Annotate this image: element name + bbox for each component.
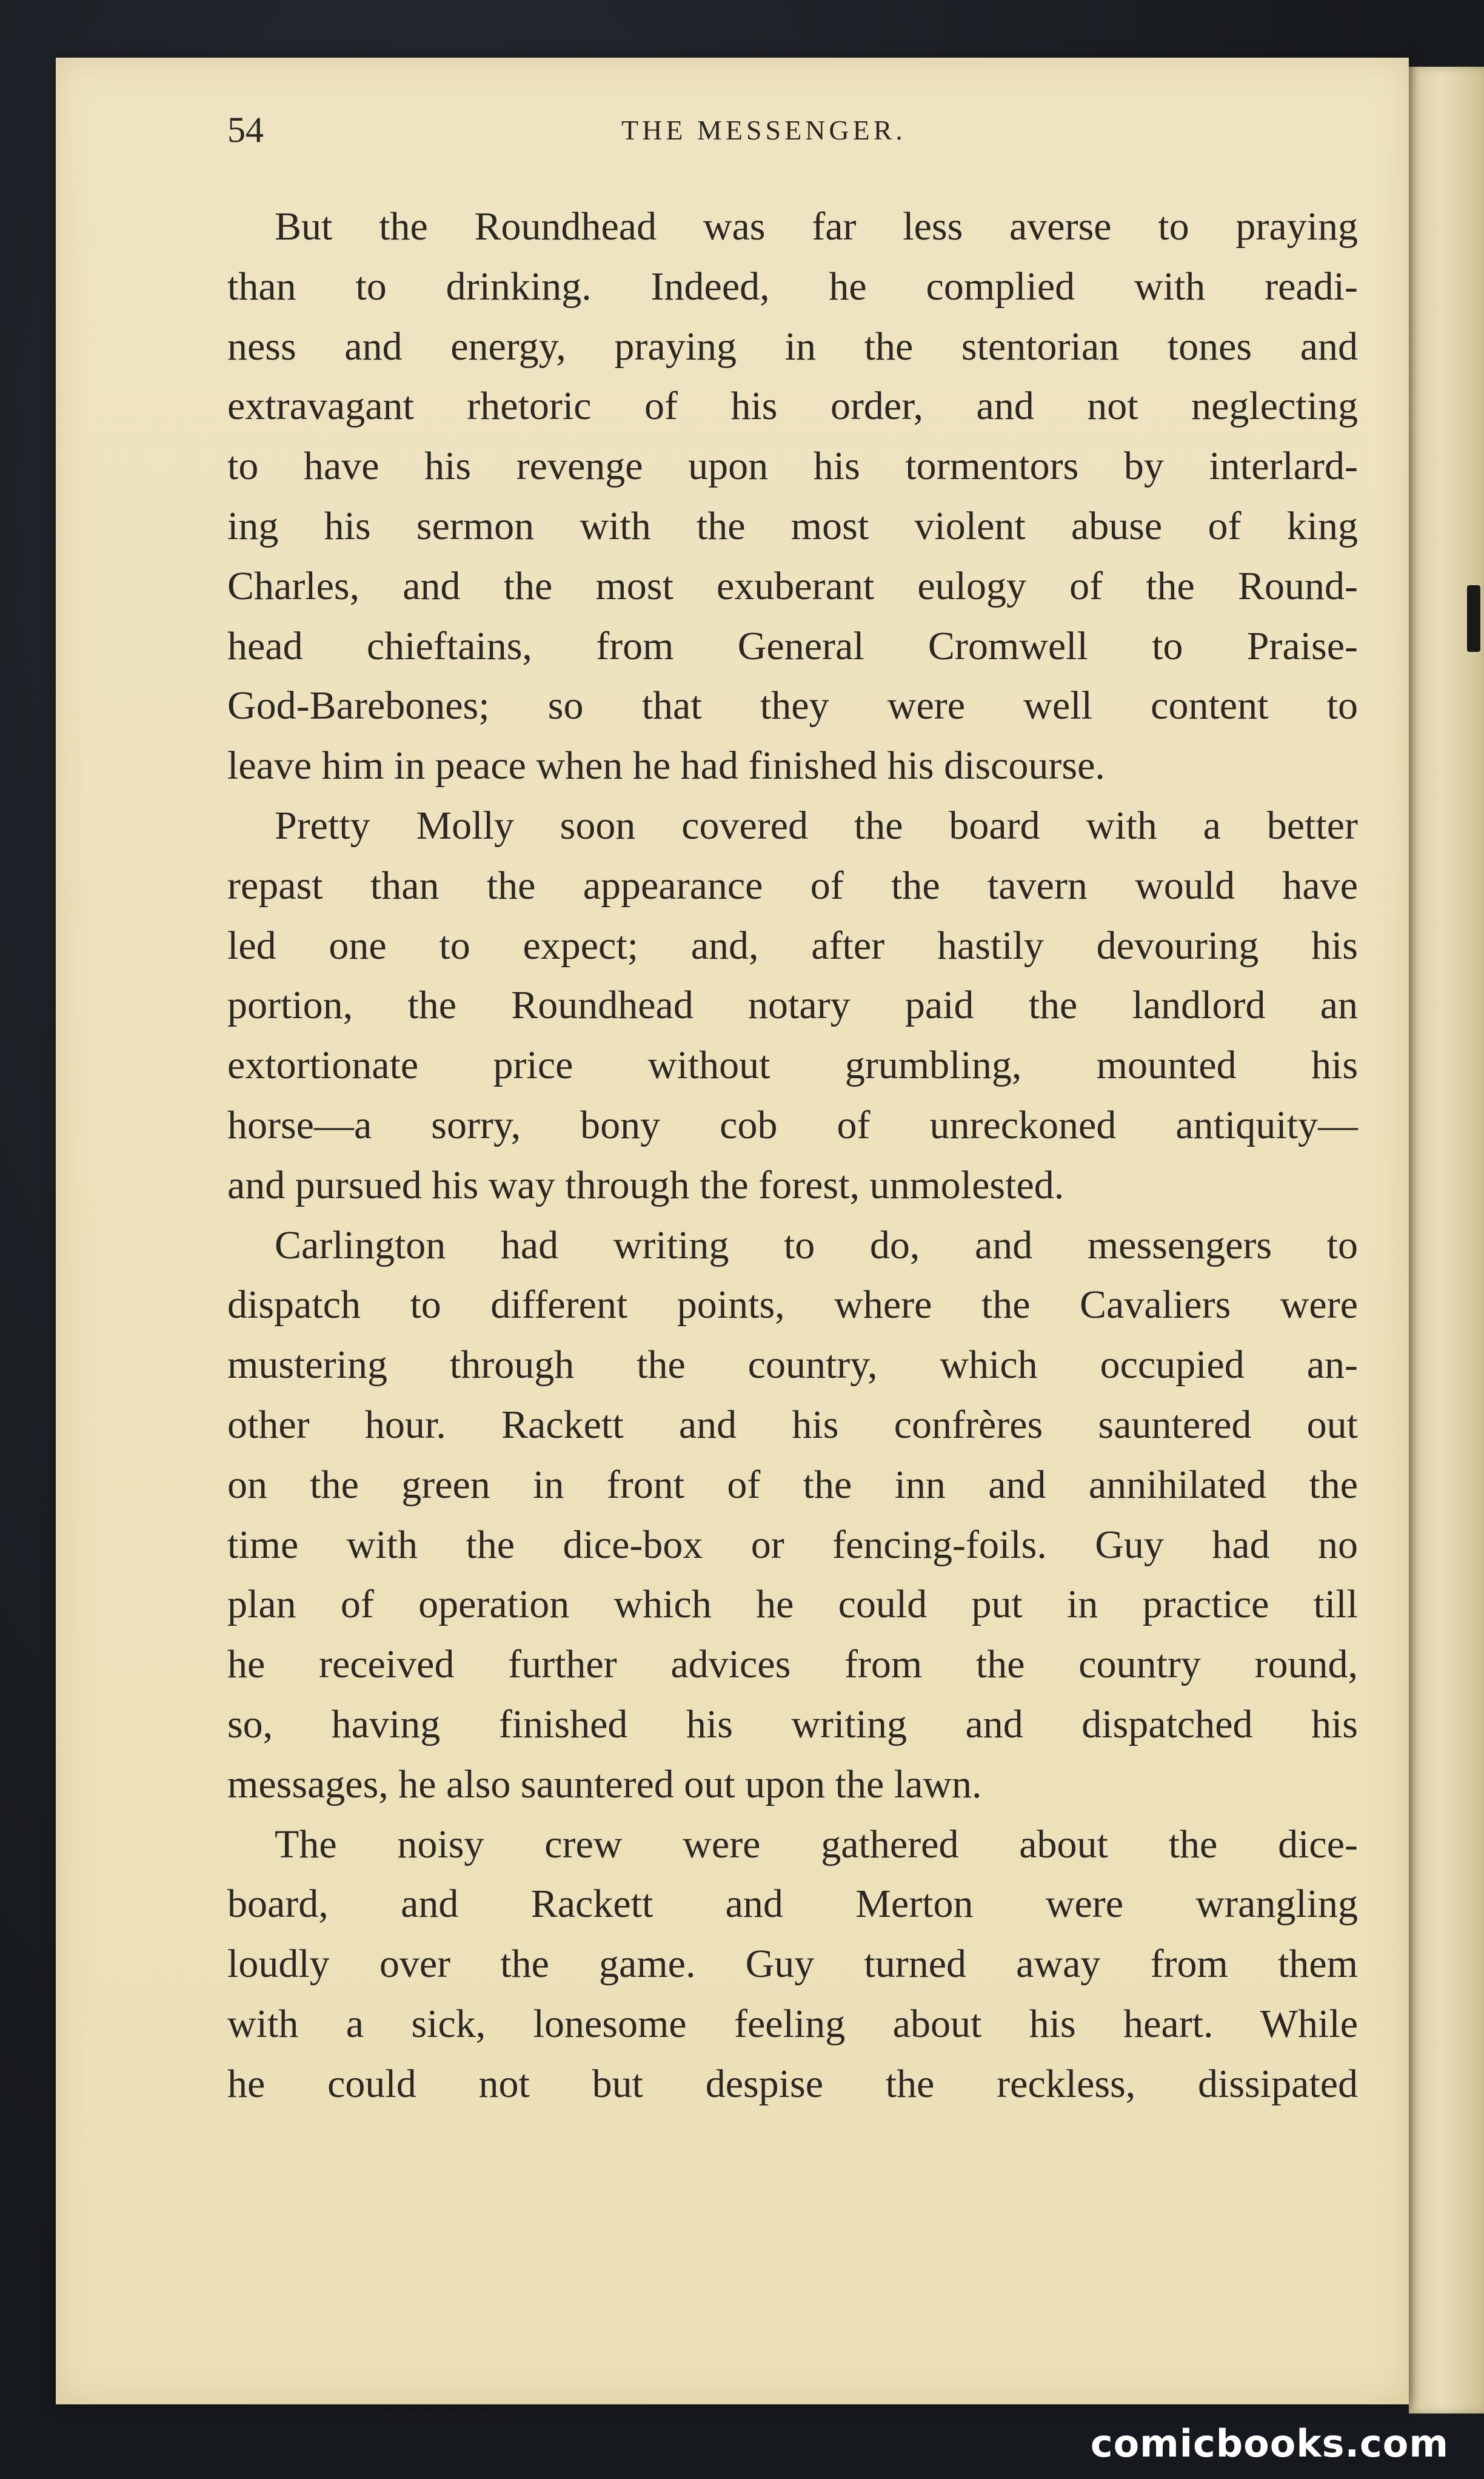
- text-line: ness and energy, praying in the stentorian tones and: [227, 324, 1358, 369]
- text-line: mustering through the country, which occupied an-: [227, 1343, 1358, 1387]
- text-line: with a sick, lonesome feeling about his heart. While: [227, 2001, 1358, 2046]
- body-text: [227, 197, 1358, 2115]
- text-line: board, and Rackett and Merton were wrangling: [227, 1882, 1358, 1927]
- page-header: [227, 109, 1349, 158]
- text-line: extortionate price without grumbling, mounted his: [227, 1043, 1358, 1088]
- text-line: loudly over the game. Guy turned away from them: [227, 1942, 1358, 1987]
- text-line: led one to expect; and, after hastily devouring his: [227, 923, 1358, 968]
- text-line: dispatch to different points, where the Cavaliers were: [227, 1283, 1358, 1327]
- text-line: so, having finished his writing and dispatched his: [227, 1702, 1358, 1746]
- text-line: and pursued his way through the forest, unmolested.: [227, 1162, 1065, 1207]
- text-line: Pretty Molly soon covered the board with a better: [275, 803, 1358, 848]
- text-line: horse—a sorry, bony cob of unreckoned antiquity—: [227, 1102, 1358, 1147]
- facing-page-edge: [1409, 67, 1484, 2414]
- text-line: Charles, and the most exuberant eulogy of the Round-: [227, 563, 1358, 608]
- text-line: leave him in peace when he had finished his discourse.: [227, 743, 1105, 788]
- running-title: THE MESSENGER.: [621, 115, 906, 146]
- text-line: portion, the Roundhead notary paid the landlord an: [227, 983, 1358, 1028]
- text-line: time with the dice-box or fencing-foils. Guy had no: [227, 1522, 1358, 1567]
- text-line: The noisy crew were gathered about the dice-: [275, 1822, 1358, 1867]
- text-line: extravagant rhetoric of his order, and not neglecting: [227, 384, 1358, 429]
- page-number: 54: [227, 110, 264, 150]
- text-line: he could not but despise the reckless, dissipated: [227, 2061, 1358, 2106]
- text-line: on the green in front of the inn and annihilated the: [227, 1462, 1358, 1507]
- text-line: repast than the appearance of the tavern would have: [227, 863, 1358, 908]
- text-line: messages, he also sauntered out upon the lawn.: [227, 1762, 982, 1806]
- watermark-logo: comicbooks.com: [1090, 2421, 1449, 2466]
- facing-page-ink-mark: [1467, 585, 1480, 652]
- text-line: Carlington had writing to do, and messengers to: [275, 1223, 1358, 1267]
- text-line: he received further advices from the country round,: [227, 1642, 1358, 1687]
- text-line: other hour. Rackett and his confrères sauntered out: [227, 1402, 1358, 1447]
- text-line: than to drinking. Indeed, he complied with readi-: [227, 264, 1358, 309]
- text-line: ing his sermon with the most violent abuse of king: [227, 503, 1358, 548]
- text-line: But the Roundhead was far less averse to praying: [275, 204, 1358, 249]
- text-line: head chieftains, from General Cromwell to Praise-: [227, 623, 1358, 668]
- text-line: to have his revenge upon his tormentors by interlard-: [227, 444, 1358, 489]
- text-line: God-Barebones; so that they were well content to: [227, 683, 1358, 728]
- text-line: plan of operation which he could put in practice till: [227, 1582, 1358, 1627]
